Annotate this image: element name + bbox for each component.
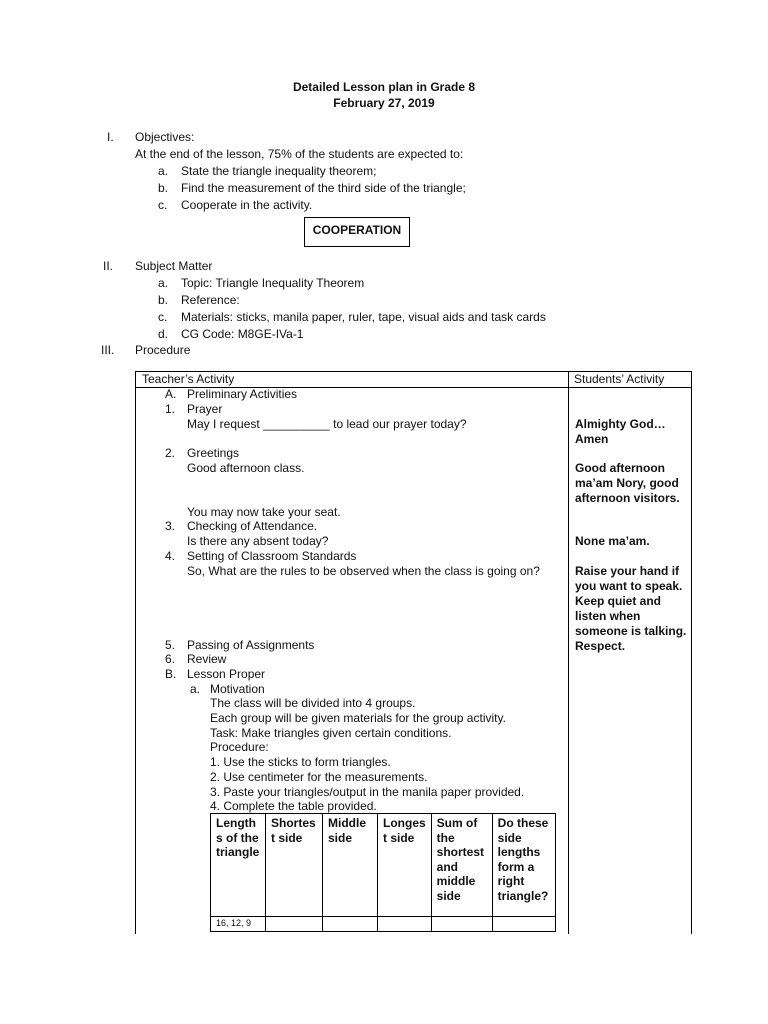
item-title: Prayer	[187, 402, 223, 416]
teacher-line: Good afternoon class.	[187, 461, 305, 475]
subject-text: Reference:	[181, 293, 240, 307]
value-box: COOPERATION	[304, 217, 410, 247]
teacher-line: You may now take your seat.	[187, 505, 341, 519]
item-number: 2.	[165, 446, 176, 460]
motivation-line: Task: Make triangles given certain conditions.	[210, 726, 452, 740]
activity-table-header: Sum of the shortest and middle side	[431, 814, 492, 917]
subject-text: Materials: sticks, manila paper, ruler, tape, visual aids and task cards	[181, 310, 546, 324]
activity-table-header: Do these side lengths form a right triangle?	[492, 814, 555, 917]
subject-matter-numeral: II.	[103, 259, 114, 273]
document-date: February 27, 2019	[333, 96, 435, 110]
activity-table-cell	[492, 917, 555, 932]
motivation-line: 3. Paste your triangles/output in the manila paper provided.	[210, 785, 525, 799]
document-title: Detailed Lesson plan in Grade 8	[292, 80, 476, 94]
col-header-teacher: Teacher’s Activity	[142, 372, 235, 386]
subsection-letter: a.	[190, 682, 201, 696]
item-number: 4.	[165, 549, 176, 563]
activity-table-cell	[431, 917, 492, 932]
student-response-prayer: Almighty God… Amen	[575, 417, 666, 446]
teacher-line: Is there any absent today?	[187, 534, 329, 548]
objective-letter: c.	[158, 198, 168, 212]
col-header-students: Students’ Activity	[574, 372, 665, 386]
motivation-line: 1. Use the sticks to form triangles.	[210, 755, 391, 769]
item-number: 5.	[165, 638, 176, 652]
subject-letter: c.	[158, 310, 168, 324]
section-title: Lesson Proper	[187, 667, 266, 681]
section-letter: B.	[165, 667, 177, 681]
item-title: Passing of Assignments	[187, 638, 315, 652]
procedure-heading: Procedure	[135, 343, 191, 357]
objectives-intro: At the end of the lesson, 75% of the students are expected to:	[135, 147, 464, 161]
activity-table-header: Longes t side	[378, 814, 432, 917]
table-column-divider	[568, 371, 569, 934]
procedure-numeral: III.	[101, 343, 115, 357]
subsection-title: Motivation	[210, 682, 265, 696]
subject-letter: d.	[158, 327, 169, 341]
activity-table-cell	[266, 917, 323, 932]
item-title: Checking of Attendance.	[187, 519, 318, 533]
student-response-standards: Raise your hand if you want to speak. Keep quiet and listen when someone is talking. Respect.	[575, 564, 687, 653]
objective-letter: a.	[158, 164, 169, 178]
motivation-line: Each group will be given materials for the group activity.	[210, 711, 506, 725]
item-number: 6.	[165, 652, 176, 666]
item-title: Review	[187, 652, 227, 666]
student-response-greeting: Good afternoon ma’am Nory, good afternoon visitors.	[575, 461, 680, 505]
item-number: 3.	[165, 519, 176, 533]
objectives-heading: Objectives:	[135, 130, 195, 144]
section-title: Preliminary Activities	[187, 387, 298, 401]
teacher-line: So, What are the rules to be observed when the class is going on?	[187, 564, 540, 578]
subject-letter: b.	[158, 293, 169, 307]
motivation-line: Procedure:	[210, 740, 269, 754]
subject-letter: a.	[158, 276, 169, 290]
subject-text: CG Code: M8GE-IVa-1	[181, 327, 304, 341]
activity-table-cell	[378, 917, 432, 932]
table-row	[211, 917, 556, 932]
objectives-numeral: I.	[107, 130, 114, 144]
activity-table-header: Length s of the triangle	[211, 814, 266, 917]
objective-text: Find the measurement of the third side of the triangle;	[181, 181, 466, 195]
activity-table-cell: 16, 12, 9	[211, 917, 266, 932]
motivation-line: The class will be divided into 4 groups.	[210, 696, 416, 710]
subject-text: Topic: Triangle Inequality Theorem	[181, 276, 365, 290]
activity-table-cell	[323, 917, 378, 932]
activity-table-header: Middle side	[323, 814, 378, 917]
activity-table	[210, 813, 556, 932]
objective-text: State the triangle inequality theorem;	[181, 164, 377, 178]
activity-table-header: Shortes t side	[266, 814, 323, 917]
item-title: Setting of Classroom Standards	[187, 549, 357, 563]
teacher-line: May I request __________ to lead our prayer today?	[187, 417, 467, 431]
objective-letter: b.	[158, 181, 169, 195]
subject-matter-heading: Subject Matter	[135, 259, 213, 273]
objective-text: Cooperate in the activity.	[181, 198, 313, 212]
student-response-attendance: None ma’am.	[575, 534, 650, 548]
section-letter: A.	[165, 387, 177, 401]
item-number: 1.	[165, 402, 176, 416]
item-title: Greetings	[187, 446, 240, 460]
motivation-line: 4. Complete the table provided.	[210, 799, 377, 813]
table-border-left	[135, 371, 136, 934]
motivation-line: 2. Use centimeter for the measurements.	[210, 770, 428, 784]
